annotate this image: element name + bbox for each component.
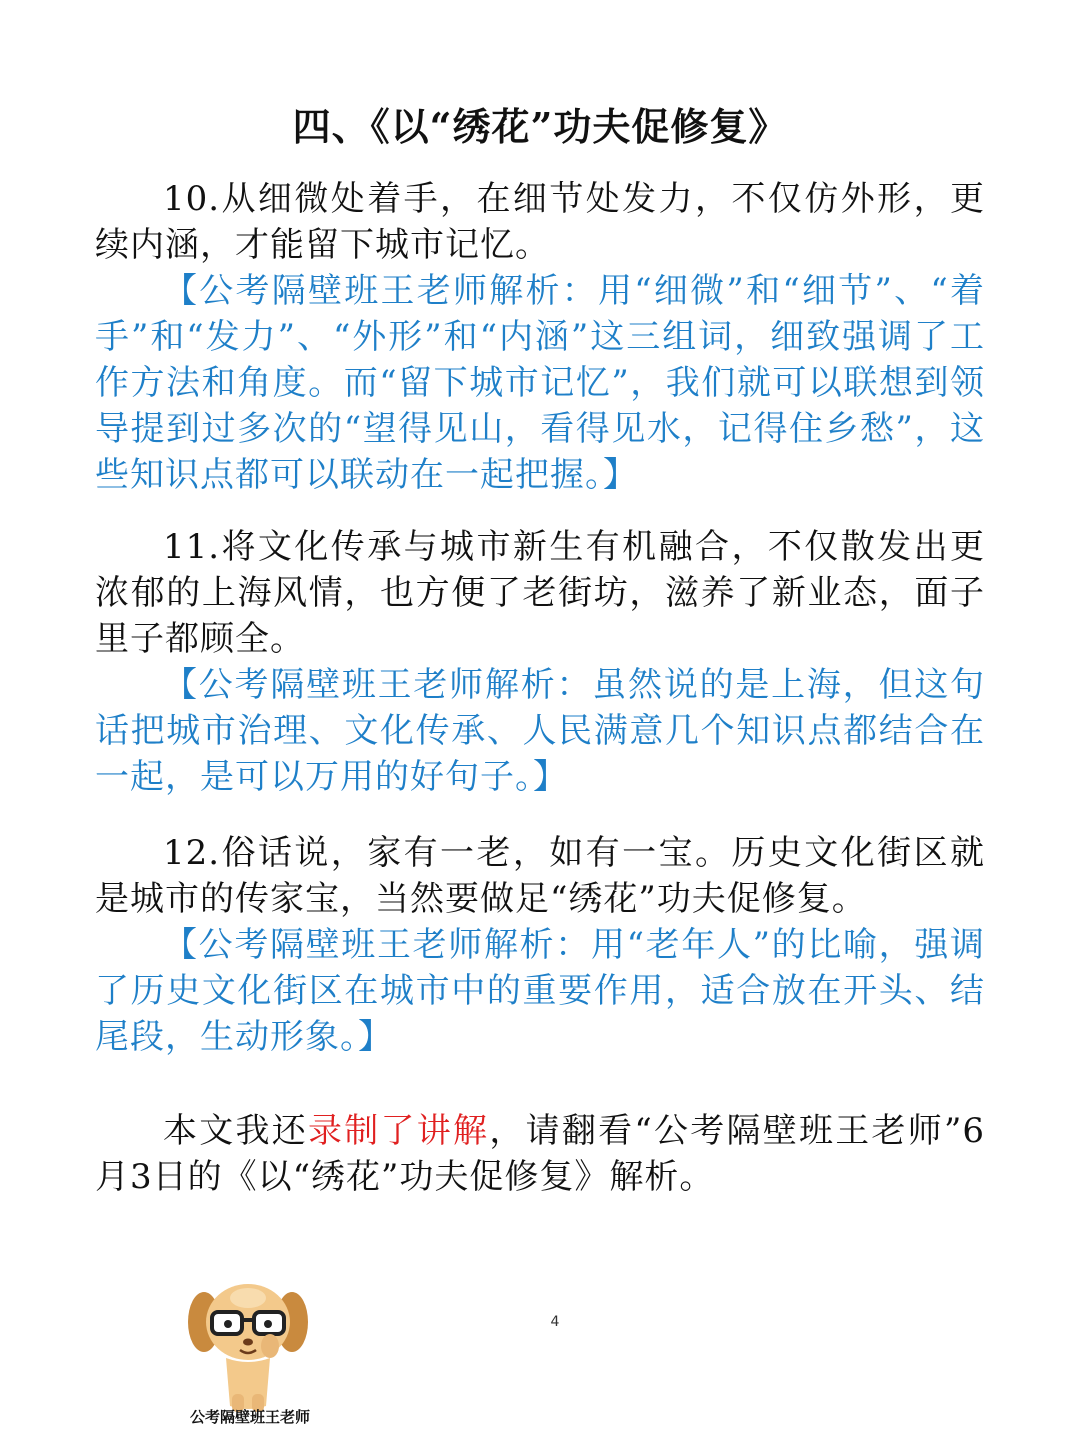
item-12 [95,830,985,1060]
mascot-caption: 公考隔壁班王老师 [189,1408,310,1426]
closing-part2: ，请翻看“公考隔壁班王老师”6月3日的《以“绣花”功夫促修复》解析。 [95,1111,986,1197]
page-number: 4 [550,1314,560,1330]
item-text: 12.俗话说，家有一老，如有一宝。历史文化街区就是城市的传家宝，当然要做足“绣花”功夫促修复。 [95,833,985,919]
item-analysis-note: 【公考隔壁班王老师解析：用“细微”和“细节”、“着手”和“发力”、“外形”和“内涵”这三组词，细致强调了工作方法和角度。而“留下城市记忆”，我们就可以联想到领导提到过多次的“望得见山，看得见水，记得住乡愁”，这些知识点都可以联动在一起把握。】 [95,271,985,495]
closing-text [95,1108,985,1200]
closing-paragraph [95,1108,985,1200]
closing-part1: 本文我还 [163,1111,309,1151]
item-analysis-note: 【公考隔壁班王老师解析：虽然说的是上海，但这句话把城市治理、文化传承、人民满意几个知识点都结合在一起，是可以万用的好句子。】 [95,665,985,797]
closing-highlight: 录制了讲解 [308,1111,490,1151]
item-11 [95,524,985,800]
item-text: 11.将文化传承与城市新生有机融合，不仅散发出更浓郁的上海风情，也方便了老街坊，滋养了新业态，面子里子都顾全。 [95,527,985,659]
item-10 [95,176,985,498]
item-text: 10.从细微处着手，在细节处发力，不仅仿外形，更续内涵，才能留下城市记忆。 [95,179,985,265]
cartoon-dog-with-glasses-icon [188,1274,308,1414]
page-title: 四、《以“绣花”功夫促修复》 [292,104,788,149]
item-analysis-note: 【公考隔壁班王老师解析：用“老年人”的比喻，强调了历史文化街区在城市中的重要作用，适合放在开头、结尾段，生动形象。】 [95,925,985,1057]
